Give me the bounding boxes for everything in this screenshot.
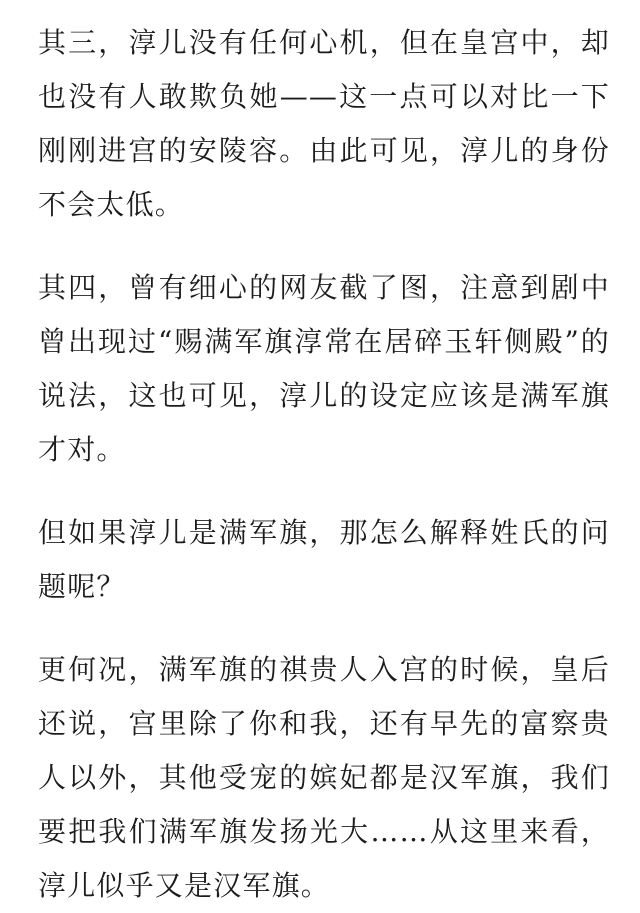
paragraph-han-banner: 更何况，满军旗的祺贵人入宫的时候，皇后还说，宫里除了你和我，还有早先的富察贵人以外，其他受宠的嫔妃都是汉军旗，我们要把我们满军旗发扬光大……从这里来看，淳儿似乎又是汉军旗。 [38,653,610,902]
article-body [38,16,610,913]
paragraph-fourth-point: 其四，曾有细心的网友截了图，注意到剧中曾出现过“赐满军旗淳常在居碎玉轩侧殿”的说法，这也可见，淳儿的设定应该是满军旗才对。 [38,271,610,466]
paragraph-surname-question: 但如果淳儿是满军旗，那怎么解释姓氏的问题呢？ [38,516,610,603]
paragraph-third-point: 其三，淳儿没有任何心机，但在皇宫中，却也没有人敢欺负她——这一点可以对比一下刚刚进宫的安陵容。由此可见，淳儿的身份不会太低。 [38,26,610,221]
